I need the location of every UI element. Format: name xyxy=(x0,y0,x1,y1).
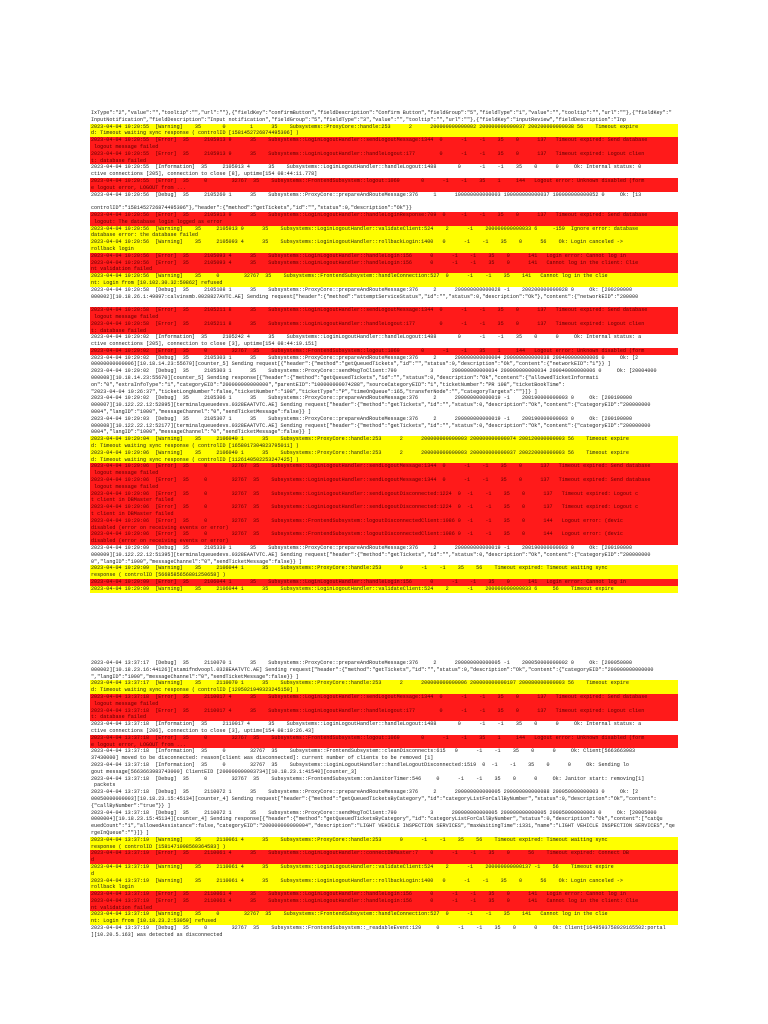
log-line-warn: 2023-04-04 13:37:17 [Warning] 35 2110070 1 35 Subsystems::ProxyCore::handle:253 2 200000000000006 200000000000107 200080000000003 56 Timeout expire xyxy=(90,680,678,687)
log-line-error: logout message failed xyxy=(90,314,678,321)
log-line-error: 2023-04-04 10:20:56 [Error] 35 2105913 9 35 Subsystems::LoginLogoutHandler::handleLoginResponse:709 0 -1 -1 35 0 137 Timeout expired: Send database xyxy=(90,212,678,219)
log-line-error: t: database failed xyxy=(90,158,678,165)
log-line-info: 000002][10.18.26.1:49897:calvinsmb.0028827AVTC.AE] Sending request["header":{"method":"attemptServiceStatus","id":"","status":0,"description":"Ok"},"content":{"networkEID":"200000 xyxy=(90,294,678,301)
log-line-info: {"callByNumber":"true"}} ] xyxy=(90,803,678,810)
log-line-warn: 2023-04-04 13:37:19 [Warning] 35 2110061 4 35 Subsystems::ProxyCore::handle:253 0 -1 -1 35 56 Timeout expired: Timeout waiting sync xyxy=(90,837,678,844)
log-line-error: 2023-04-04 10:20:56 [Error] 35 2105093 4 35 Subsystems::LoginLogoutHandler::handleLogin:156 0 -1 -1 35 0 141 Login error: Cannot log in xyxy=(90,253,678,260)
log-line-info: rgeInQueue":""}]} ] xyxy=(90,830,678,837)
log-line-info: 2023-04-04 10:29:02 [Debug] 35 2105303 1 35 Subsystems::ProxyCore::prepareAndRouteMessage:376 2 200000000000004 200000000000038 200400000000006 0 Ok: [2 xyxy=(90,355,678,362)
log-line-info: 2023-04-04 13:37:18 [Information] 35 2110017 4 35 Subsystems::LoginLogoutHandler::handleLogout:1488 0 -1 -1 35 0 0 Ok: Internal status: a xyxy=(90,721,678,728)
log-line-error: t client in DBMaster failed xyxy=(90,511,678,518)
log-line-info: 000009][10.122.22.12:51395][terminalqueuedevs.0328EAATVTC.AE] Sending request["header":{"method":"getTickets","id":"","status":0,"description":"Ok","content":{"categoryEID":"200000000 xyxy=(90,552,678,559)
log-line-warn: database error: the database failed xyxy=(90,232,678,239)
log-line-info: InputNotification","fieldDescription":"Input notification","fieldGroup":"5","fieldType":"3","value":"","tooltip":"","url":""},{"fieldKey":"inputReview","fieldDescription":"Inp xyxy=(90,117,678,124)
log-line-error: 2023-04-04 13:37:18 [Error] 35 0 32767 35 Subsystems::FrontendSubsystem::logout:1069 0 -1 -1 35 1 144 Logout error: Unknown disabled (form xyxy=(90,735,678,742)
log-line-info: 2023-04-04 13:37:18 [Debug] 35 2110072 1 35 Subsystems::ProxyCore::prepareAndRouteMessage:376 2 200000000000005 200000000000088 200050000000003 0 Ok: [2 xyxy=(90,789,678,796)
log-line-error: 2023-04-04 10:20:55 [Error] 35 0 32767 35 Subsystems::FrontendSubsystem::logout:1069 0 -1 -1 35 1 144 Logout error: Unknown disabled (form xyxy=(90,178,678,185)
log-line-info: 2023-04-04 10:29:02 [Debug] 35 2105306 1 35 Subsystems::ProxyCore::prepareAndRouteMessage:376 2 200000000000019 -1 200190000000003 0 Ok: [200190000 xyxy=(90,395,678,402)
log-line-error: 2023-04-04 10:29:06 [Error] 35 0 32767 35 Subsystems::LoginLogoutHandler::sendLogoutMessage:1344 0 -1 -1 35 0 137 Timeout expired: Send database xyxy=(90,463,678,470)
log-line-warn: 2023-04-04 10:29:06 [Warning] 35 2106040 1 35 Subsystems::ProxyCore::handle:253 2 200000000000003 200000000000037 200220000000003 56 Timeout expire xyxy=(90,450,678,457)
log-line-info: 2023-04-04 10:20:55 [Information] 35 2105913 4 35 Subsystems::LoginLogoutHandler::handleLogout:1488 0 -1 -1 35 0 0 Ok: Internal status: 0 xyxy=(90,164,678,171)
log-line-warn: 2023-04-04 13:37:19 [Warning] 35 2110061 4 35 Subsystems::LoginLogoutHandler::rollbackLogin:1400 0 -1 -1 35 0 56 Ok: Login canceled -> xyxy=(90,878,678,885)
log-line-error: 2023-04-04 10:20:56 [Error] 35 2105093 4 35 Subsystems::LoginLogoutHandler::handleLogin:156 0 -1 -1 35 0 141 Cannot log in the client: Clie xyxy=(90,260,678,267)
log-line-error: 2023-04-04 10:20:58 [Error] 35 2105211 8 35 Subsystems::LoginLogoutHandler::sendLogoutMessage:1344 0 -1 -1 35 0 137 Timeout expired: Send database xyxy=(90,307,678,314)
log-line-warn: 2023-04-04 13:37:19 [Warning] 35 0 32767 35 Subsystems::FrontendSubsystem::handleConnection:527 0 -1 -1 35 141 Cannot log in the clie xyxy=(90,911,678,918)
log-line-error: 2023-04-04 10:29:06 [Error] 35 0 32767 35 Subsystems::LoginLogoutHandler::sendLogoutMessage:1344 0 -1 -1 35 0 137 Timeout expired: Send database xyxy=(90,477,678,484)
log-page-top xyxy=(90,110,678,597)
log-line-warn: rollback login xyxy=(90,884,678,891)
log-page-bottom xyxy=(90,660,678,938)
log-line-warn: 2023-04-04 10:20:55 [Warning] 35 0 1 35 Subsystems::ProxyCore::handle:253 2 200000000000002 200000000000037 200200000000038 56 Timeout expire xyxy=(90,124,678,131)
log-line-info xyxy=(90,198,678,205)
log-line-info: 2023-04-04 13:37:18 [Information] 35 0 32767 35 Subsystems::LoginLogoutHandler::handleLogoutDisconnected:1519 0 -1 -1 35 0 0 Ok: Sending lo xyxy=(90,762,678,769)
log-line-error: 2023-04-04 10:29:06 [Error] 35 0 32767 35 Subsystems::FrontendSubsystem::logoutDisconnectedClient:1086 0 -1 -1 35 0 144 Logout error: (devic xyxy=(90,518,678,525)
log-line-error: 2023-04-04 10:29:02 [Error] 35 0 32767 35 Subsystems::FrontendSubsystem::logout:1069 0 -1 -1 35 1 144 Logout error: Unknown disabled (form xyxy=(90,348,678,355)
log-line-error: logout message failed xyxy=(90,470,678,477)
log-line-error: 2023-04-04 10:29:06 [Error] 35 0 32767 35 Subsystems::LoginLogoutHandler::sendLogoutDisconnected:1224 0 -1 -1 35 0 137 Timeout expired: Logout c xyxy=(90,504,678,511)
log-line-error: t: database failed xyxy=(90,714,678,721)
log-line-info: on":"0","extraInfoType":"1","categoryEID":"200000000000000","parentEID":"100000000074288","sourceCategoryEID":"1","ticketNumber":"PR 108","ticketBookTime": xyxy=(90,382,678,389)
log-line-error: 2023-04-04 10:29:06 [Error] 35 0 32767 35 Subsystems::LoginLogoutHandler::sendLogoutDisconnected:1224 0 -1 -1 35 0 137 Timeout expired: Logout c xyxy=(90,491,678,498)
log-line-error: logout message failed xyxy=(90,701,678,708)
log-line-error: 2023-04-04 13:37:18 [Error] 35 2110017 4 35 Subsystems::LoginLogoutHandler::handleLogout:177 0 -1 -1 35 0 137 Timeout expired: Logout clien xyxy=(90,708,678,715)
log-line-info: 2023-04-04 10:29:02 [Debug] 35 2105303 1 35 Subsystems::ProxyCore::sendMsgToClient:790 3 200000000000034 200000000000034 200040000000006 0 Ok: [20004000 xyxy=(90,368,678,375)
log-line-info: 2023-04-04 13:37:18 [Debug] 35 2110072 1 35 Subsystems::ProxyCore::sendMsgToClient:790 3 200000000000005 200000000000005 200050000000003 0 Ok: [20005000 xyxy=(90,810,678,817)
log-line-info: euedCount":"1","allowedAssistance":false,"categoryEID":"200000000000004","description":"LIGHT VEHICLE INSPECTION SERVICES","maxWaitingTime":1331,"name":"LIGHT VEHICLE INSPECTION SERVICES","qe xyxy=(90,823,678,830)
log-line-error: 2023-04-04 13:37:19 [Error] 35 2110061 4 35 Subsystems::LoginLogoutHandler::connectDBMaster:7 0 -1 -1 35 0 56 Timeout expired: Connect DB xyxy=(90,850,678,857)
log-line-warn: 2023-04-04 10:29:04 [Warning] 35 2106040 1 35 Subsystems::ProxyCore::handle:253 2 200000000000003 200000000000074 200120000000003 56 Timeout expire xyxy=(90,436,678,443)
log-line-error: 2023-04-04 13:37:19 [Error] 35 2110061 4 35 Subsystems::LoginLogoutHandler::handleLogin:156 0 -1 -1 35 0 141 Cannot log in the client: Clie xyxy=(90,898,678,905)
log-line-info: 00000000000006][10.18.14.23:55670][counter_5] Sending request[{"header":{"method":"getQueuedTickets","id":"","status":0,"description":"Ok","content":{"networkEID":"1"}} ] xyxy=(90,361,678,368)
log-line-error: logout message failed xyxy=(90,484,678,491)
log-line-error: 2023-04-04 10:29:09 [Error] 35 2106044 1 35 Subsystems::LoginLogoutHandler::handleLogin:156 0 -1 -1 35 0 141 Login error: Cannot log in xyxy=(90,579,678,586)
log-line-info: 2023-04-04 10:20:56 [Debug] 35 2105260 1 35 Subsystems::ProxyCore::prepareAndRouteMessage:376 1 100000000000003 100000000000037 100000000000052 0 Ok: [13 xyxy=(90,192,678,199)
log-line-info: ","langID":"1000","messageChannel":"0","sendTicketMessage":false}} ] xyxy=(90,674,678,681)
log-line-info: gout message[5663663983743000] ClientEID [200000000003734][10.18.23.1:41540][counter_3] xyxy=(90,769,678,776)
log-line-info: ctive connections [205], connection to close [8], uptime[154 08:44:11.778] xyxy=(90,171,678,178)
log-line-error: 2023-04-04 13:37:19 [Error] 35 2110061 4 35 Subsystems::LoginLogoutHandler::handleLogin:156 0 -1 -1 35 0 141 Login error: Cannot log in xyxy=(90,891,678,898)
log-line-warn: nt: Login from [10.102.30.32:59862] refused xyxy=(90,280,678,287)
log-line-info: packets xyxy=(90,782,678,789)
log-line-info: IxType":"2","value":"","tooltip":"","url":""},{"fieldKey":"confirmButton","fieldDescription":"Confirm Button","fieldGroup":"5","fieldType":"1","value":"","tooltip":"","url":""},{"fieldKey":" xyxy=(90,110,678,117)
log-line-error: logout: The database login logged as error xyxy=(90,219,678,226)
log-line-error: disabled (error on receiving events or error) xyxy=(90,538,678,545)
log-line-error: nt validation failed xyxy=(90,905,678,912)
log-line-error: t client in DBMaster failed xyxy=(90,497,678,504)
log-line-info: ][10.20.5.163] was detected as disconnected xyxy=(90,932,678,939)
log-line-info: controlID":"1581452726874495306"},"header":{"method":"getTickets","id":"","status":0,"description":"Ok"}} xyxy=(90,205,678,212)
log-line-info: 2023-04-04 10:29:03 [Debug] 35 2105307 1 35 Subsystems::ProxyCore::prepareAndRouteMessage:376 2 200000000000019 -1 200190000000003 0 Ok: [200190000 xyxy=(90,416,678,423)
log-line-warn: d: Timeout waiting sync response ( controlID [1581452726874495306] ) xyxy=(90,130,678,137)
log-line-info: 2023-04-04 13:37:18 [Information] 35 0 32767 35 Subsystems::FrontendSubsystem::cleanDisconnects:615 0 -1 -1 35 0 0 Ok: Client[5663663983 xyxy=(90,748,678,755)
log-line-error: 2023-04-04 10:20:55 [Error] 35 2105913 9 35 Subsystems::LoginLogoutHandler::sendLogoutMessage:1344 0 -1 -1 35 0 137 Timeout expired: Send database xyxy=(90,137,678,144)
log-line-warn: rollback login xyxy=(90,246,678,253)
log-line-info: 2023-04-04 10:29:02 [Information] 35 2105242 4 35 Subsystems::LoginLogoutHandler::handleLogout:1488 0 -1 -1 35 0 0 Ok: Internal status: a xyxy=(90,334,678,341)
log-line-info: 0","langID":"1000","messageChannel":"0","sendTicketMessage":false}} ] xyxy=(90,559,678,566)
log-line-info: 000007][10.122.22.12:52895][terminalqueuedevs.0328EAATVTC.AE] Sending request["header":{"method":"getTickets","id":"","status":0,"description":"Ok","content":{"categoryEID":"200000000 xyxy=(90,402,678,409)
log-line-info: 37430000] moved to be disconnected: reason[client was disconnected]: current number of clients to be removed [1] xyxy=(90,755,678,762)
log-line-warn: d: Timeout waiting sync response ( controlID [1126140502253247425] ) xyxy=(90,457,678,464)
log-line-error: 2023-04-04 13:37:18 [Error] 35 2110017 4 35 Subsystems::LoginLogoutHandler::sendLogoutMessage:1344 0 -1 -1 35 0 137 Timeout expired: Send database xyxy=(90,694,678,701)
log-line-error: d xyxy=(90,857,678,864)
log-line-error: nt validation failed xyxy=(90,266,678,273)
log-line-warn: 2023-04-04 10:20:56 [Warning] 35 0 32767 35 Subsystems::FrontendSubsystem::handleConnection:527 0 -1 -1 35 141 Cannot log in the clie xyxy=(90,273,678,280)
log-line-error: e logout error, LOGOUT from ... xyxy=(90,742,678,749)
log-line-info: 2023-04-04 10:29:09 [Debug] 35 2105339 1 35 Subsystems::ProxyCore::prepareAndRouteMessage:376 2 200000000000019 -1 200190000000003 0 Ok: [200190000 xyxy=(90,545,678,552)
log-line-error: logout message failed xyxy=(90,144,678,151)
log-line-warn: d xyxy=(90,871,678,878)
log-line-error: disabled (error on receiving events or error) xyxy=(90,525,678,532)
log-line-info: 2023-04-04 10:20:58 [Debug] 35 2105108 1 35 Subsystems::ProxyCore::prepareAndRouteMessage:376 2 200000000000028 -1 200200000000028 0 Ok: [200200000 xyxy=(90,287,678,294)
log-line-error: t: database failed xyxy=(90,328,678,335)
log-line-info: 00050000000003][10.18.23.15:45134][counter_4] Sending request["header":{"method":"getQueuedTicketsByCategory","id":"categoryListForCallByNumber","status":0,"description":"Ok","content": xyxy=(90,796,678,803)
log-line-info: ctive connections [205], connection to close [3], uptime[154 08:44:19.151] xyxy=(90,341,678,348)
log-line-info: 0004","langID":"1000","messageChannel":"0","sendTicketMessage":false}} ] xyxy=(90,429,678,436)
log-line-info: 2023-04-04 13:37:19 [Debug] 35 0 32767 35 Subsystems::FrontendSubsystem::_readableEvent:129 0 -1 -1 35 0 0 Ok: Client[1649593758029165502:portal xyxy=(90,925,678,932)
log-line-info: ctive connections [206], connection to close [3], uptime[154 08:10:26.43] xyxy=(90,728,678,735)
log-line-info: 000008][10.18.14.23:55670][counter_5] Sending response[{"header":{"method":"getQueuedTickets","id":"","status":0,"description":"Ok","content":{"allowedTicketInformati xyxy=(90,375,678,382)
log-line-info: "2023-04-04 10:26:37","ticketLongNumber":false,"ticketNumber":"108","ticketType":"P","timeOnQueue":165,"transferNode":"","categoryTargets":""}]} ] xyxy=(90,389,678,396)
log-line-warn: 2023-04-04 13:37:19 [Warning] 35 2110061 4 35 Subsystems::LoginLogoutHandler::validateClient:524 2 -1 200000000000137 -1 56 Timeout expire xyxy=(90,864,678,871)
log-line-info: 0000004][10.18.23.15:45134][counter_4] Sending response[{"header":{"method":"getQueuedTicketsByCategory","id":"categoryListForCallByNumber","status":0,"description":"Ok","content":["catQu xyxy=(90,816,678,823)
log-line-error: 2023-04-04 10:20:55 [Error] 35 2105913 9 35 Subsystems::LoginLogoutHandler::handleLogout:177 0 -1 -1 35 0 137 Timeout expired: Logout clien xyxy=(90,151,678,158)
log-line-warn: 2023-04-04 10:29:09 [Warning] 35 2106044 1 35 Subsystems::LoginLogoutHandler::validateClient:524 2 -1 200000000000033 6 56 Timeout expire xyxy=(90,586,678,593)
log-line-warn: response ( controlID [1581471098560364583] ) xyxy=(90,844,678,851)
log-line-warn: response ( controlID [5668585656801250658] ) xyxy=(90,572,678,579)
log-line-info: 2023-04-04 13:37:17 [Debug] 35 2110070 1 35 Subsystems::ProxyCore::prepareAndRouteMessage:376 2 200000000000005 -1 200050000000002 0 Ok: [200050000 xyxy=(90,660,678,667)
log-line-warn: d: Timeout waiting sync response ( controlID [1658017304823795011] ) xyxy=(90,443,678,450)
log-line-warn: d: Timeout waiting sync response ( controlID [1295021949323245150] ) xyxy=(90,687,678,694)
log-line-warn: 2023-04-04 10:20:56 [Warning] 35 2105913 9 35 Subsystems::LoginLogoutHandler::validateClient:524 2 -1 200000000000033 6 -150 Ignore error: database xyxy=(90,226,678,233)
log-line-info: 2023-04-04 13:37:18 [Debug] 35 0 32767 35 Subsystems::FrontendSubsystem::onJanitorTimer:546 0 -1 -1 35 0 0 Ok: Janitor start: removing[1] xyxy=(90,776,678,783)
log-line-error: e logout error, LOGOUT from ... xyxy=(90,185,678,192)
log-line-info: 0004","langID":"1000","messageChannel":"0","sendTicketMessage":false}} ] xyxy=(90,409,678,416)
log-line-warn: 2023-04-04 10:29:09 [Warning] 35 2106044 1 35 Subsystems::ProxyCore::handle:253 0 -1 -1 35 56 Timeout expired: Timeout waiting sync xyxy=(90,565,678,572)
log-line-error: 2023-04-04 10:29:06 [Error] 35 0 32767 35 Subsystems::FrontendSubsystem::logoutDisconnectedClient:1086 0 -1 -1 35 0 144 Logout error: (devic xyxy=(90,531,678,538)
log-line-warn: 2023-04-04 10:20:56 [Warning] 35 2105093 4 35 Subsystems::LoginLogoutHandler::rollbackLogin:1400 0 -1 -1 35 0 56 Ok: Login canceled -> xyxy=(90,239,678,246)
log-line-info: 000002][10.18.23.16:44126][stamifndvoopl.0328EAATVTC.AE] Sending request["header":{"method":"getTickets","id":"","status":0,"description":"Ok","content":{"categoryEID":"200000000000000 xyxy=(90,667,678,674)
log-line-info: 000008][10.122.22.12:52177][terminalqueuedevs.0328EAATVTC.AE] Sending request["header":{"method":"getTickets","id":"","status":0,"description":"Ok","content":{"categoryEID":"200000000 xyxy=(90,423,678,430)
log-line-info xyxy=(90,300,678,307)
log-line-error: 2023-04-04 10:20:58 [Error] 35 2105211 8 35 Subsystems::LoginLogoutHandler::handleLogout:177 0 -1 -1 35 0 137 Timeout expired: Logout clien xyxy=(90,321,678,328)
log-line-warn: nt: Login from [10.18.23.2:53059] refused xyxy=(90,918,678,925)
